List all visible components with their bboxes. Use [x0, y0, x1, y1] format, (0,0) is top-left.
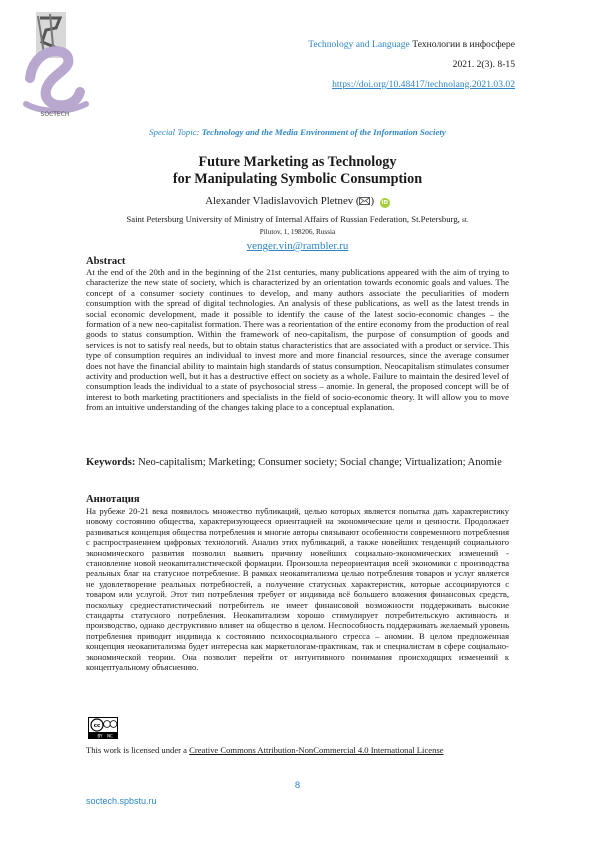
footer-site-link[interactable]: soctech.spbstu.ru — [86, 796, 157, 806]
journal-logo — [16, 8, 94, 120]
article-title — [0, 154, 595, 187]
abstract-heading: Abstract — [86, 256, 126, 267]
affiliation-tail: st. — [462, 216, 469, 224]
doi-link[interactable]: https://doi.org/10.48417/technolang.2021.03.02 — [332, 79, 515, 90]
logo-caption: SOCTECH — [40, 111, 70, 118]
title-line-1: Future Marketing as Technology — [198, 154, 397, 170]
author-name: Alexander Vladislavovich Pletnev — [205, 195, 354, 207]
journal-name-line — [308, 40, 515, 50]
license-prefix: This work is licensed under a — [86, 745, 187, 755]
title-line-2: for Manipulating Symbolic Consumption — [172, 170, 423, 187]
cc-badge-cc: cc — [93, 723, 101, 730]
page-number: 8 — [294, 780, 301, 791]
author-affiliation — [0, 213, 595, 238]
keywords-text: Neo-capitalism; Marketing; Consumer society; Social change; Virtualization; Anomie — [138, 457, 502, 468]
special-topic-name: Technology and the Media Environment of the Information Society — [201, 127, 446, 137]
journal-name-ru: Технологии в инфосфере — [412, 39, 515, 50]
issue-info: 2021. 2(3). 8-15 — [452, 59, 515, 70]
author-email-link[interactable]: venger.vin@rambler.ru — [246, 240, 349, 252]
special-topic-label: Special Topic: — [149, 127, 200, 137]
author-line: Alexander Vladislavovich Pletnev ( ) iD — [205, 195, 388, 207]
license-line — [86, 745, 444, 755]
journal-name-en: Technology and Language — [308, 39, 410, 50]
annotation-text: На рубеже 20-21 века появилось множество публикаций, целью которых является попытка дать характеристику новому состоянию общества, характеризующееся ориентацией на экономические цели и ценности. Продолжает развиваться концепция общества потребления и многие авторы связывают особенности современного потребления с распространением цифровых технологий. Анализ этих публикаций, а также новейших тенденций социального экономического развития позволил выявить причину новейших социально-экономических изменений - становление новой неокапиталистической формации. Произошла переориентация всей экономики с производства реальных благ на статусное потребление. В рамках неокапитализма целью потребления товаров и услуг является не удовлетворение реальных потребностей, а получение статусных характеристик, которые ассоциируются с товаром или услугой. Этот тип потребления требует от индивида всё большего вложения финансовых средств, поскольку среднестатистический потребитель не имеет финансовой возможности поддерживать высокие стандарты статусного потребления. Неокапитализм хорошо стимулирует потребительскую активность и производство, однако деструктивно влияет на общество в целом. Неспособность поддерживать желаемый уровень потребления приводит индивида к состоянию психосоциального стресса – аномии. В целом предложенная концепция неокапитализма будет интересна как маркетологам-практикам, так и специалистам в сфере социально-экономической теории. Она позволит перейти от интуитивного понимания происходящих изменений к концептуальному объяснению. — [86, 506, 509, 673]
cc-badge-by: BY — [97, 733, 103, 739]
special-topic — [0, 127, 595, 137]
keywords — [86, 456, 509, 469]
affiliation-address: Pilutov, 1, 198206, Russia — [259, 228, 336, 236]
cc-by-nc-badge[interactable] — [88, 717, 118, 739]
license-link[interactable]: Creative Commons Attribution-NonCommercial 4.0 International License — [189, 745, 444, 755]
affiliation-main: Saint Petersburg University of Ministry of Internal Affairs of Russian Federation, St.Petersburg, — [126, 214, 460, 224]
abstract-text: At the end of the 20th and in the beginning of the 21st centuries, many publications appeared with the aim of trying to characterize the new state of society, which is characterized by an orientation towards economic goals and values. The concept of a consumer society continues to develop, and many authors associate the peculiarities of modern consumption with the spread of digital technologies. An analysis of these publications, as well as the latest trends in social economic development, made it possible to identify the cause of the latest socio-economic changes – the formation of a new neo-capitalist formation. There was a reorientation of the entire economy from the production of real goods to status consumption. Within the framework of neo-capitalism, the purpose of consumption of goods and services is not to satisfy real needs, but to obtain status characteristics that are associated with a product or service. This type of consumption requires an individual to invest more and more financial resources, since the average consumer does not have the financial ability to maintain high standards of status consumption. Neocapitalism stimulates consumer activity and production well, but it has a destructive effect on society as a whole. Failure to maintain the desired level of consumption leads the individual to a state of psychosocial stress – anomie. In general, the proposed concept will be of interest to both marketing practitioners and specialists in the field of socio-economic theory. It will allow you to move from an intuitive understanding of the changes taking place to a conceptual explanation. — [86, 267, 509, 413]
cc-badge-nc: NC — [107, 733, 113, 739]
orcid-icon[interactable]: iD — [381, 200, 388, 206]
keywords-label: Keywords: — [86, 457, 136, 468]
annotation-heading: Аннотация — [86, 494, 140, 505]
envelope-icon[interactable] — [359, 197, 370, 205]
